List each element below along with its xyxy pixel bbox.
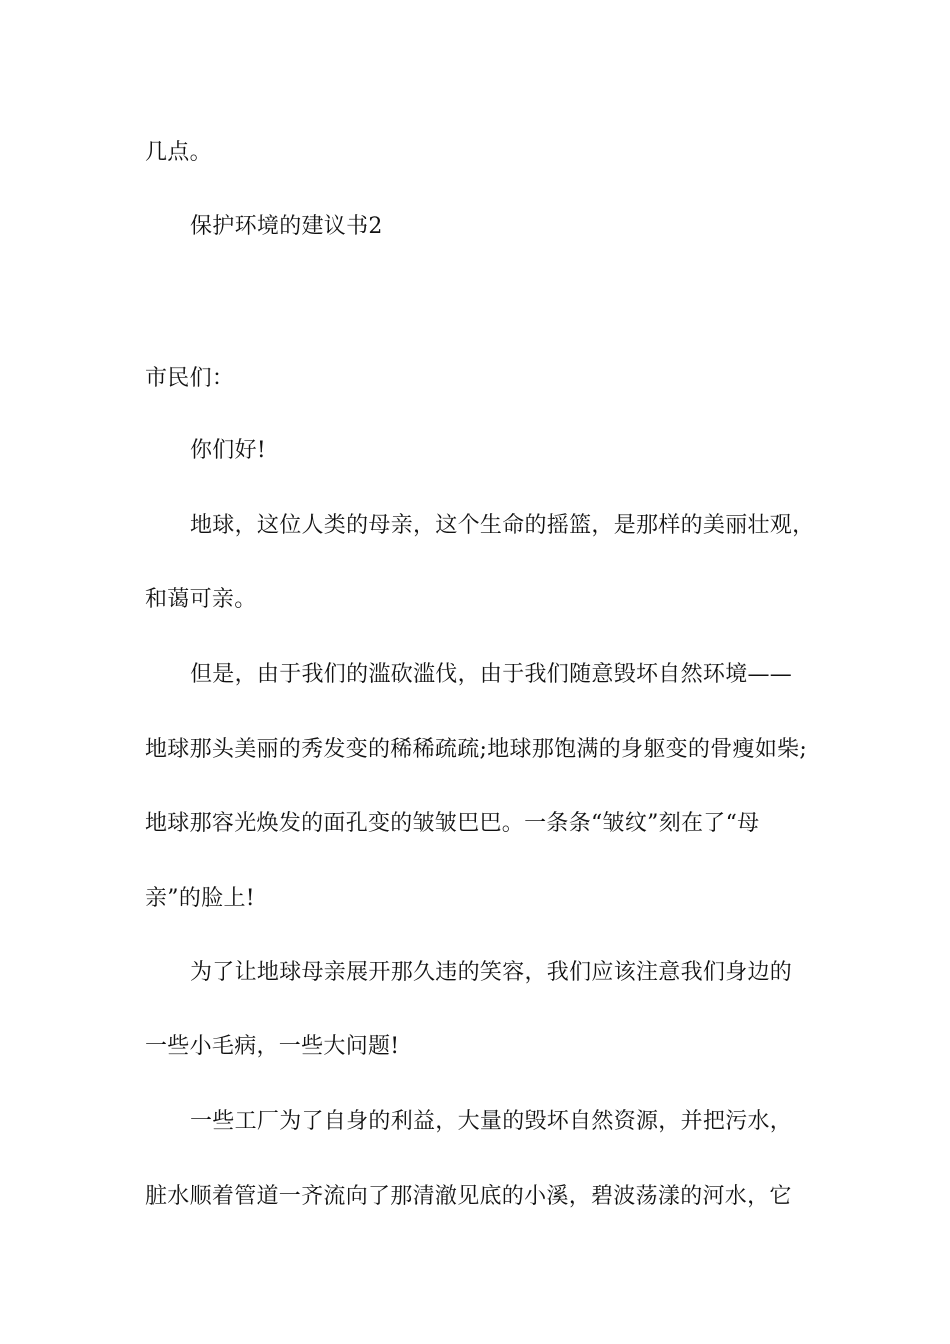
text-line: 几点。 xyxy=(145,140,212,165)
text-line: 亲”的脸上! xyxy=(145,886,255,911)
text-line: 脏水顺着管道一齐流向了那清澈见底的小溪，碧波荡漾的河水，它 xyxy=(145,1184,792,1209)
text-line: 一些小毛病，一些大问题! xyxy=(145,1034,400,1059)
greeting: 你们好! xyxy=(190,438,267,463)
text-line: 一些工厂为了自身的利益，大量的毁坏自然资源，并把污水， xyxy=(190,1109,793,1134)
section-title: 保护环境的建议书2 xyxy=(190,214,383,239)
text-line: 为了让地球母亲展开那久违的笑容，我们应该注意我们身边的 xyxy=(190,960,793,985)
text-line: 和蔼可亲。 xyxy=(145,587,257,612)
salutation: 市民们： xyxy=(145,366,235,391)
text-line: 地球那容光焕发的面孔变的皱皱巴巴。一条条“皱纹”刻在了“母 xyxy=(145,811,760,836)
text-line: 但是，由于我们的滥砍滥伐，由于我们随意毁坏自然环境—— xyxy=(190,662,793,687)
text-line: 地球那头美丽的秀发变的稀稀疏疏;地球那饱满的身躯变的骨瘦如柴; xyxy=(145,737,808,762)
text-line: 地球，这位人类的母亲，这个生命的摇篮，是那样的美丽壮观， xyxy=(190,513,815,538)
